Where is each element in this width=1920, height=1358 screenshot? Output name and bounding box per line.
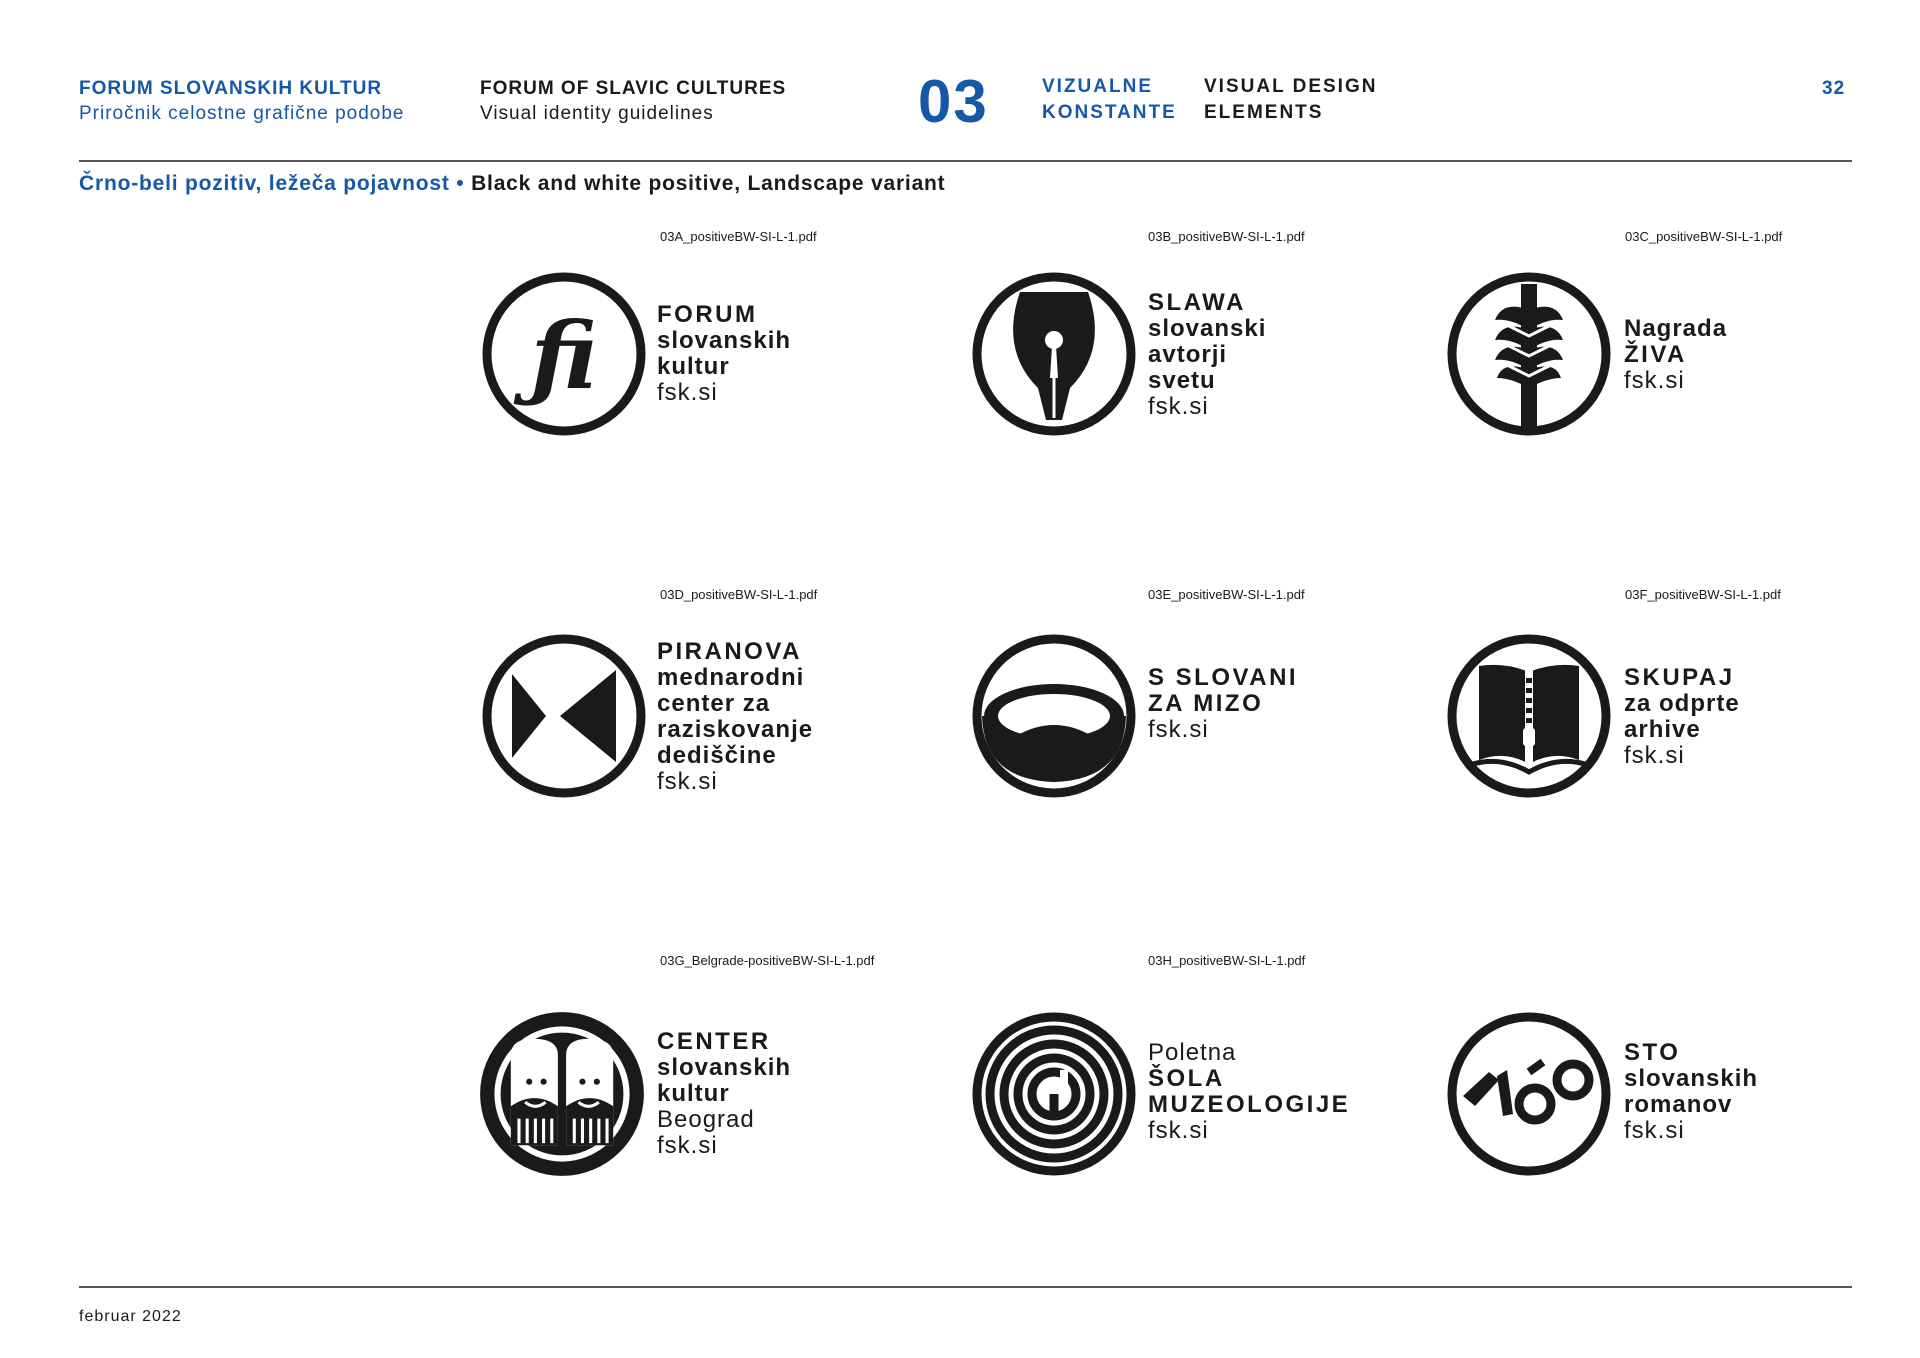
page-number: 32 xyxy=(1822,78,1846,99)
header-si-subtitle: Priročnik celostne grafične podobe xyxy=(79,103,405,124)
logo-line: SKUPAJ xyxy=(1624,664,1735,691)
logo-text-skupaj xyxy=(1624,665,1740,769)
two-faces-icon xyxy=(476,1008,648,1180)
chapter-title-en xyxy=(1204,74,1377,126)
header-en-title: FORUM OF SLAVIC CULTURES xyxy=(480,78,787,99)
spiral-icon xyxy=(970,1010,1138,1178)
logo-line: Nagrada xyxy=(1624,315,1728,342)
section-title-si: Črno-beli pozitiv, ležeča pojavnost xyxy=(79,172,450,195)
logo-text-ziva xyxy=(1624,316,1727,394)
logo-filename: 03H_positiveBW-SI-L-1.pdf xyxy=(1148,953,1306,968)
logo-line: avtorji xyxy=(1148,341,1228,368)
f-ligature-icon xyxy=(480,270,648,438)
header-divider xyxy=(79,160,1852,162)
logo-line: fsk.si xyxy=(657,768,718,795)
chapter-si-line2: KONSTANTE xyxy=(1042,102,1177,123)
svg-text:ƒi: ƒi xyxy=(530,302,598,410)
section-separator: • xyxy=(449,172,472,195)
logo-text-center-beograd xyxy=(657,1029,791,1159)
logo-line: slovanski xyxy=(1148,315,1267,342)
pen-nib-icon xyxy=(970,270,1138,438)
logo-filename: 03D_positiveBW-SI-L-1.pdf xyxy=(660,587,818,602)
logo-line: kultur xyxy=(657,353,730,380)
logo-line: mednarodni xyxy=(657,664,805,691)
logo-filename: 03C_positiveBW-SI-L-1.pdf xyxy=(1625,229,1783,244)
logo-line: Beograd xyxy=(657,1106,755,1133)
section-title xyxy=(79,172,945,196)
logo-line: fsk.si xyxy=(1148,1117,1209,1144)
bowtie-icon xyxy=(480,632,648,800)
logo-line: CENTER xyxy=(657,1028,771,1055)
chapter-number: 03 xyxy=(918,68,989,135)
logo-line: slovanskih xyxy=(657,327,792,354)
logo-line: ŠOLA xyxy=(1148,1065,1225,1092)
wheat-ear-icon xyxy=(1445,270,1613,438)
logo-text-piranova xyxy=(657,639,813,795)
one-hundred-icon xyxy=(1445,1010,1613,1178)
logo-filename: 03A_positiveBW-SI-L-1.pdf xyxy=(660,229,817,244)
logo-line: STO xyxy=(1624,1039,1681,1066)
footer-date: februar 2022 xyxy=(79,1308,182,1325)
header-si-title: FORUM SLOVANSKIH KULTUR xyxy=(79,78,383,99)
logo-line: fsk.si xyxy=(657,379,718,406)
logo-text-poletna xyxy=(1148,1040,1350,1144)
logo-text-s-slovani xyxy=(1148,665,1298,743)
logo-line: center za xyxy=(657,690,771,717)
bowl-icon xyxy=(970,632,1138,800)
section-title-en: Black and white positive, Landscape variant xyxy=(471,172,946,195)
logo-line: SLAWA xyxy=(1148,289,1246,316)
logo-line: fsk.si xyxy=(1148,716,1209,743)
logo-line: Poletna xyxy=(1148,1039,1237,1066)
logo-line: slovanskih xyxy=(1624,1065,1759,1092)
logo-filename: 03E_positiveBW-SI-L-1.pdf xyxy=(1148,587,1305,602)
logo-line: S SLOVANI xyxy=(1148,664,1299,691)
book-zipper-icon xyxy=(1445,632,1613,800)
logo-line: dediščine xyxy=(657,742,777,769)
logo-line: romanov xyxy=(1624,1091,1733,1118)
logo-line: ZA MIZO xyxy=(1148,690,1264,717)
logo-text-sto xyxy=(1624,1040,1758,1144)
chapter-title-si xyxy=(1042,74,1177,126)
logo-line: FORUM xyxy=(657,301,758,328)
logo-line: fsk.si xyxy=(1148,393,1209,420)
logo-text-forum xyxy=(657,302,791,406)
logo-line: svetu xyxy=(1148,367,1216,394)
logo-text-slawa xyxy=(1148,290,1266,420)
logo-line: fsk.si xyxy=(1624,367,1685,394)
logo-line: fsk.si xyxy=(1624,742,1685,769)
logo-line: ŽIVA xyxy=(1624,341,1687,368)
chapter-en-line1: VISUAL DESIGN xyxy=(1204,76,1378,97)
logo-filename: 03F_positiveBW-SI-L-1.pdf xyxy=(1625,587,1781,602)
chapter-en-line2: ELEMENTS xyxy=(1204,102,1324,123)
logo-line: MUZEOLOGIJE xyxy=(1148,1091,1351,1118)
logo-line: fsk.si xyxy=(657,1132,718,1159)
header-en-subtitle: Visual identity guidelines xyxy=(480,103,714,124)
logo-line: za odprte xyxy=(1624,690,1740,717)
logo-line: fsk.si xyxy=(1624,1117,1685,1144)
logo-line: slovanskih xyxy=(657,1054,792,1081)
logo-line: arhive xyxy=(1624,716,1701,743)
logo-filename: 03B_positiveBW-SI-L-1.pdf xyxy=(1148,229,1305,244)
footer-divider xyxy=(79,1286,1852,1288)
logo-line: raziskovanje xyxy=(657,716,814,743)
logo-filename: 03G_Belgrade-positiveBW-SI-L-1.pdf xyxy=(660,953,875,968)
chapter-si-line1: VIZUALNE xyxy=(1042,76,1153,97)
logo-line: PIRANOVA xyxy=(657,638,802,665)
logo-line: kultur xyxy=(657,1080,730,1107)
